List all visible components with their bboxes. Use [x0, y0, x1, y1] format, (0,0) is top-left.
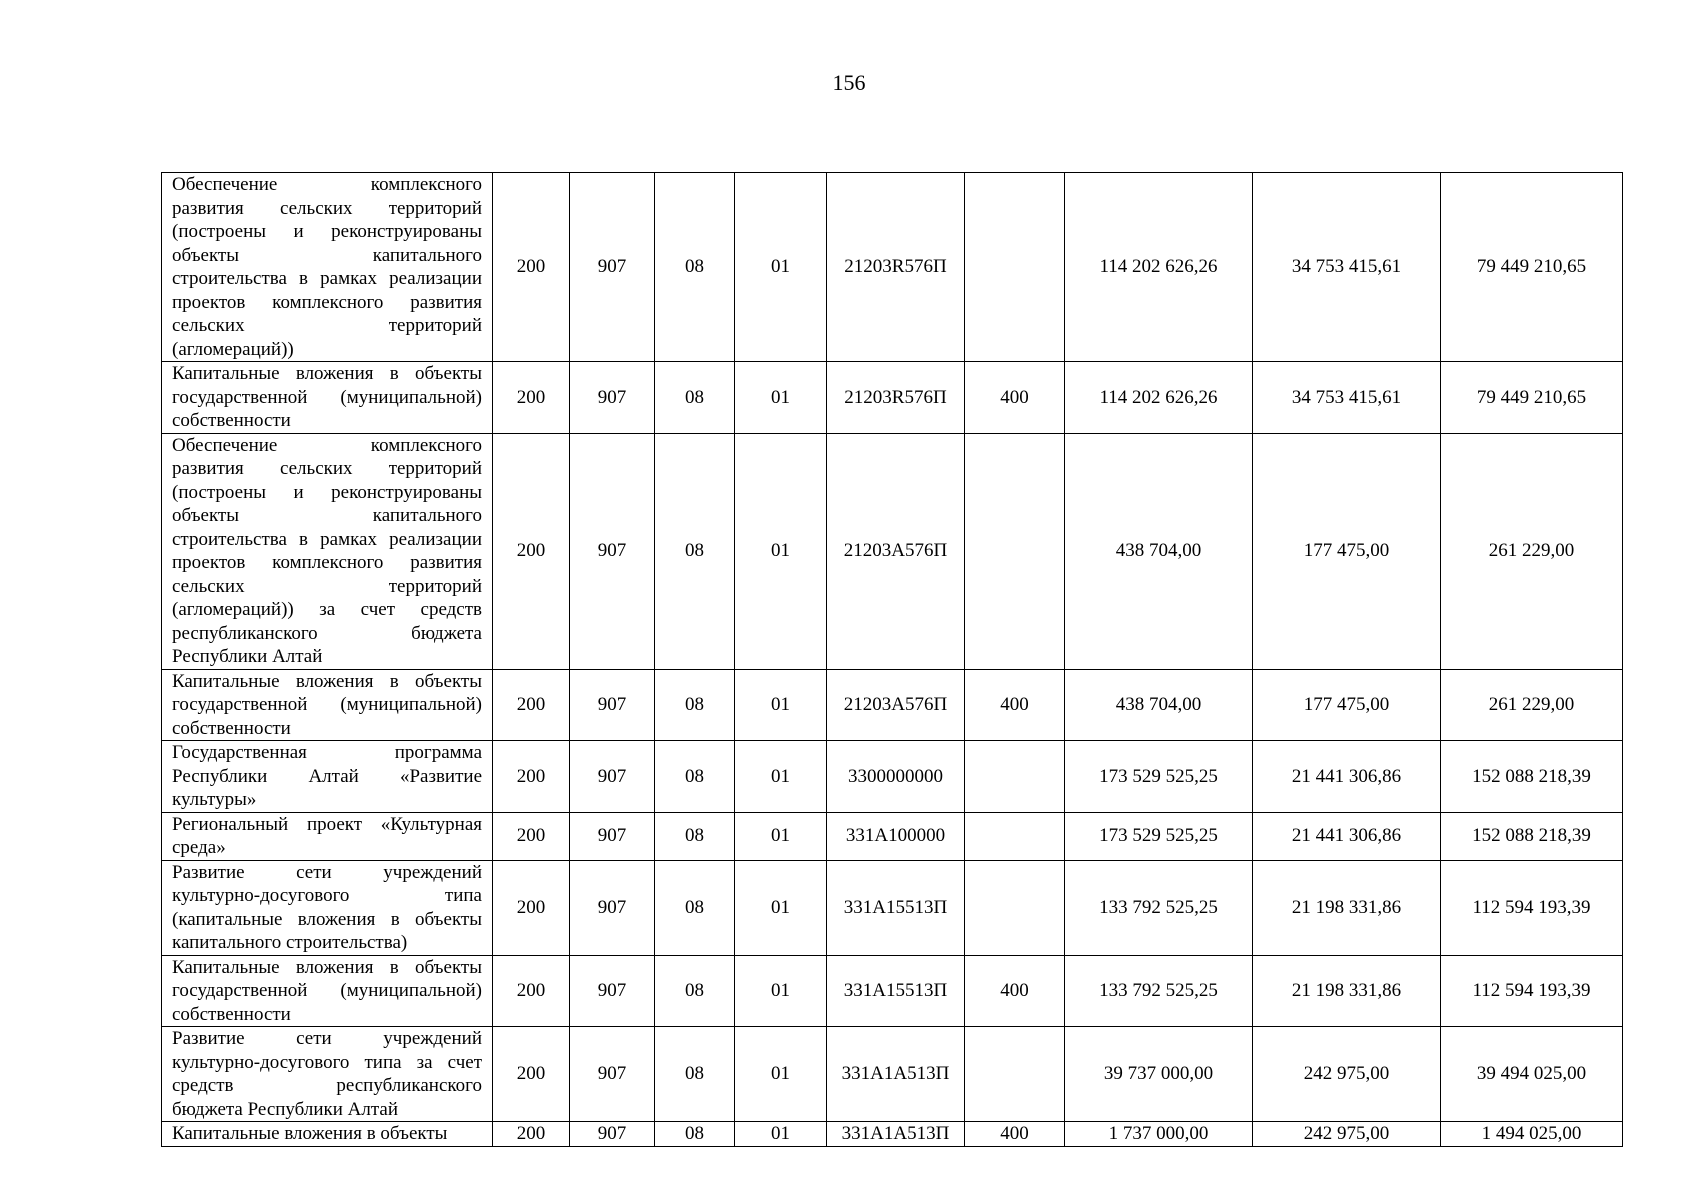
description-line: культурно-досугового типа за счет [172, 1051, 482, 1073]
sum-year2-cell: 21 441 306,86 [1253, 812, 1441, 860]
description-line: Региональный проект «Культурная [172, 813, 482, 835]
description-line: строительства в рамках реализации [172, 268, 482, 289]
target-article-cell: 21203R576П [827, 173, 965, 362]
sum-year1-cell: 438 704,00 [1065, 669, 1253, 741]
section-code-cell: 200 [493, 433, 570, 669]
description-line: (построены и реконструированы [172, 481, 482, 503]
sum-year3-cell: 112 594 193,39 [1441, 860, 1623, 955]
description-line: Капитальные вложения в объекты [172, 670, 482, 692]
sum-year1-cell: 114 202 626,26 [1065, 173, 1253, 362]
target-article-cell: 331А1А513П [827, 1027, 965, 1122]
chapter-code-cell: 08 [655, 362, 735, 434]
description-cell [162, 1027, 493, 1122]
expense-type-cell [965, 741, 1065, 813]
sum-year3-cell: 39 494 025,00 [1441, 1027, 1623, 1122]
description-line: объекты капитального [172, 244, 482, 266]
chapter-code-cell: 08 [655, 433, 735, 669]
ministry-code-cell: 907 [570, 955, 655, 1027]
target-article-cell: 331А100000 [827, 812, 965, 860]
target-article-cell: 21203А576П [827, 433, 965, 669]
target-article-cell: 3300000000 [827, 741, 965, 813]
table-row [162, 669, 1623, 741]
description-cell [162, 362, 493, 434]
chapter-code-cell: 08 [655, 812, 735, 860]
subchapter-code-cell: 01 [735, 955, 827, 1027]
section-code-cell: 200 [493, 860, 570, 955]
description-line: Обеспечение комплексного [172, 174, 482, 195]
subchapter-code-cell: 01 [735, 173, 827, 362]
description-line: сельских территорий [172, 315, 482, 336]
section-code-cell: 200 [493, 1122, 570, 1147]
description-cell [162, 433, 493, 669]
description-line: среда» [172, 837, 226, 858]
ministry-code-cell: 907 [570, 669, 655, 741]
description-cell [162, 812, 493, 860]
chapter-code-cell: 08 [655, 860, 735, 955]
description-line: проектов комплексного развития [172, 552, 482, 573]
subchapter-code-cell: 01 [735, 741, 827, 813]
description-line: государственной (муниципальной) [172, 694, 482, 715]
chapter-code-cell: 08 [655, 173, 735, 362]
description-line: Обеспечение комплексного [172, 434, 482, 456]
description-line: собственности [172, 717, 291, 739]
expense-type-cell: 400 [965, 669, 1065, 741]
description-line: Государственная программа [172, 742, 482, 763]
sum-year3-cell: 261 229,00 [1441, 669, 1623, 741]
page-number: 156 [832, 70, 866, 95]
expense-type-cell [965, 1027, 1065, 1122]
ministry-code-cell: 907 [570, 173, 655, 362]
ministry-code-cell: 907 [570, 741, 655, 813]
description-cell [162, 173, 493, 362]
section-code-cell: 200 [493, 741, 570, 813]
description-line: (агломераций)) [172, 338, 294, 360]
table-row [162, 955, 1623, 1027]
table-row [162, 173, 1623, 362]
table-row [162, 1027, 1623, 1122]
ministry-code-cell: 907 [570, 433, 655, 669]
description-line: Капитальные вложения в объекты [172, 956, 482, 978]
expense-type-cell: 400 [965, 955, 1065, 1027]
target-article-cell: 21203R576П [827, 362, 965, 434]
expense-type-cell [965, 173, 1065, 362]
subchapter-code-cell: 01 [735, 1027, 827, 1122]
subchapter-code-cell: 01 [735, 433, 827, 669]
description-cell [162, 955, 493, 1027]
table-row [162, 741, 1623, 813]
section-code-cell: 200 [493, 362, 570, 434]
table-row [162, 860, 1623, 955]
expense-type-cell [965, 433, 1065, 669]
description-line: бюджета Республики Алтай [172, 1098, 398, 1120]
table-body [162, 173, 1623, 1147]
budget-table [161, 172, 1623, 1147]
sum-year2-cell: 242 975,00 [1253, 1122, 1441, 1147]
section-code-cell: 200 [493, 173, 570, 362]
sum-year2-cell: 21 441 306,86 [1253, 741, 1441, 813]
subchapter-code-cell: 01 [735, 362, 827, 434]
subchapter-code-cell: 01 [735, 1122, 827, 1147]
description-cell [162, 669, 493, 741]
description-line: (построены и реконструированы [172, 221, 482, 242]
description-line: капитального строительства) [172, 932, 408, 953]
subchapter-code-cell: 01 [735, 812, 827, 860]
sum-year3-cell: 112 594 193,39 [1441, 955, 1623, 1027]
ministry-code-cell: 907 [570, 1027, 655, 1122]
sum-year2-cell: 34 753 415,61 [1253, 173, 1441, 362]
expense-type-cell [965, 860, 1065, 955]
table-row [162, 433, 1623, 669]
sum-year2-cell: 242 975,00 [1253, 1027, 1441, 1122]
subchapter-code-cell: 01 [735, 860, 827, 955]
table-row [162, 362, 1623, 434]
target-article-cell: 331А15513П [827, 955, 965, 1027]
description-line: объекты капитального [172, 505, 482, 526]
sum-year3-cell: 79 449 210,65 [1441, 362, 1623, 434]
ministry-code-cell: 907 [570, 362, 655, 434]
sum-year2-cell: 177 475,00 [1253, 433, 1441, 669]
expense-type-cell: 400 [965, 362, 1065, 434]
section-code-cell: 200 [493, 669, 570, 741]
description-cell [162, 860, 493, 955]
description-line: развития сельских территорий [172, 458, 482, 479]
chapter-code-cell: 08 [655, 1027, 735, 1122]
description-line: Республики Алтай [172, 646, 323, 667]
ministry-code-cell: 907 [570, 860, 655, 955]
description-cell [162, 741, 493, 813]
sum-year3-cell: 152 088 218,39 [1441, 812, 1623, 860]
sum-year1-cell: 173 529 525,25 [1065, 812, 1253, 860]
description-line: Развитие сети учреждений [172, 1028, 482, 1049]
description-line: собственности [172, 410, 291, 431]
description-line: (капитальные вложения в объекты [172, 908, 482, 930]
target-article-cell: 331А15513П [827, 860, 965, 955]
description-line: сельских территорий [172, 575, 482, 597]
sum-year3-cell: 1 494 025,00 [1441, 1122, 1623, 1147]
description-line: собственности [172, 1003, 291, 1025]
description-line: проектов комплексного развития [172, 291, 482, 313]
sum-year2-cell: 34 753 415,61 [1253, 362, 1441, 434]
sum-year2-cell: 21 198 331,86 [1253, 955, 1441, 1027]
chapter-code-cell: 08 [655, 741, 735, 813]
sum-year1-cell: 438 704,00 [1065, 433, 1253, 669]
description-cell [162, 1122, 493, 1147]
table-row [162, 812, 1623, 860]
sum-year1-cell: 1 737 000,00 [1065, 1122, 1253, 1147]
description-line: Развитие сети учреждений [172, 861, 482, 883]
description-line: (агломераций)) за счет средств [172, 599, 482, 620]
chapter-code-cell: 08 [655, 669, 735, 741]
table-row [162, 1122, 1623, 1147]
target-article-cell: 331А1А513П [827, 1122, 965, 1147]
description-line: государственной (муниципальной) [172, 980, 482, 1001]
sum-year1-cell: 173 529 525,25 [1065, 741, 1253, 813]
target-article-cell: 21203А576П [827, 669, 965, 741]
subchapter-code-cell: 01 [735, 669, 827, 741]
sum-year2-cell: 21 198 331,86 [1253, 860, 1441, 955]
section-code-cell: 200 [493, 1027, 570, 1122]
sum-year1-cell: 133 792 525,25 [1065, 955, 1253, 1027]
sum-year1-cell: 133 792 525,25 [1065, 860, 1253, 955]
description-line: культуры» [172, 789, 257, 810]
ministry-code-cell: 907 [570, 812, 655, 860]
description-line: средств республиканского [172, 1075, 482, 1096]
description-line: развития сельских территорий [172, 197, 482, 219]
sum-year3-cell: 261 229,00 [1441, 433, 1623, 669]
section-code-cell: 200 [493, 812, 570, 860]
sum-year3-cell: 152 088 218,39 [1441, 741, 1623, 813]
chapter-code-cell: 08 [655, 1122, 735, 1147]
sum-year1-cell: 114 202 626,26 [1065, 362, 1253, 434]
description-line: республиканского бюджета [172, 622, 482, 644]
expense-type-cell [965, 812, 1065, 860]
description-line: культурно-досугового типа [172, 885, 482, 906]
description-line: Капитальные вложения в объекты [172, 1123, 448, 1144]
sum-year1-cell: 39 737 000,00 [1065, 1027, 1253, 1122]
sum-year2-cell: 177 475,00 [1253, 669, 1441, 741]
sum-year3-cell: 79 449 210,65 [1441, 173, 1623, 362]
chapter-code-cell: 08 [655, 955, 735, 1027]
ministry-code-cell: 907 [570, 1122, 655, 1147]
section-code-cell: 200 [493, 955, 570, 1027]
expense-type-cell: 400 [965, 1122, 1065, 1147]
description-line: Республики Алтай «Развитие [172, 765, 482, 787]
description-line: Капитальные вложения в объекты [172, 363, 482, 384]
description-line: государственной (муниципальной) [172, 386, 482, 408]
description-line: строительства в рамках реализации [172, 528, 482, 550]
